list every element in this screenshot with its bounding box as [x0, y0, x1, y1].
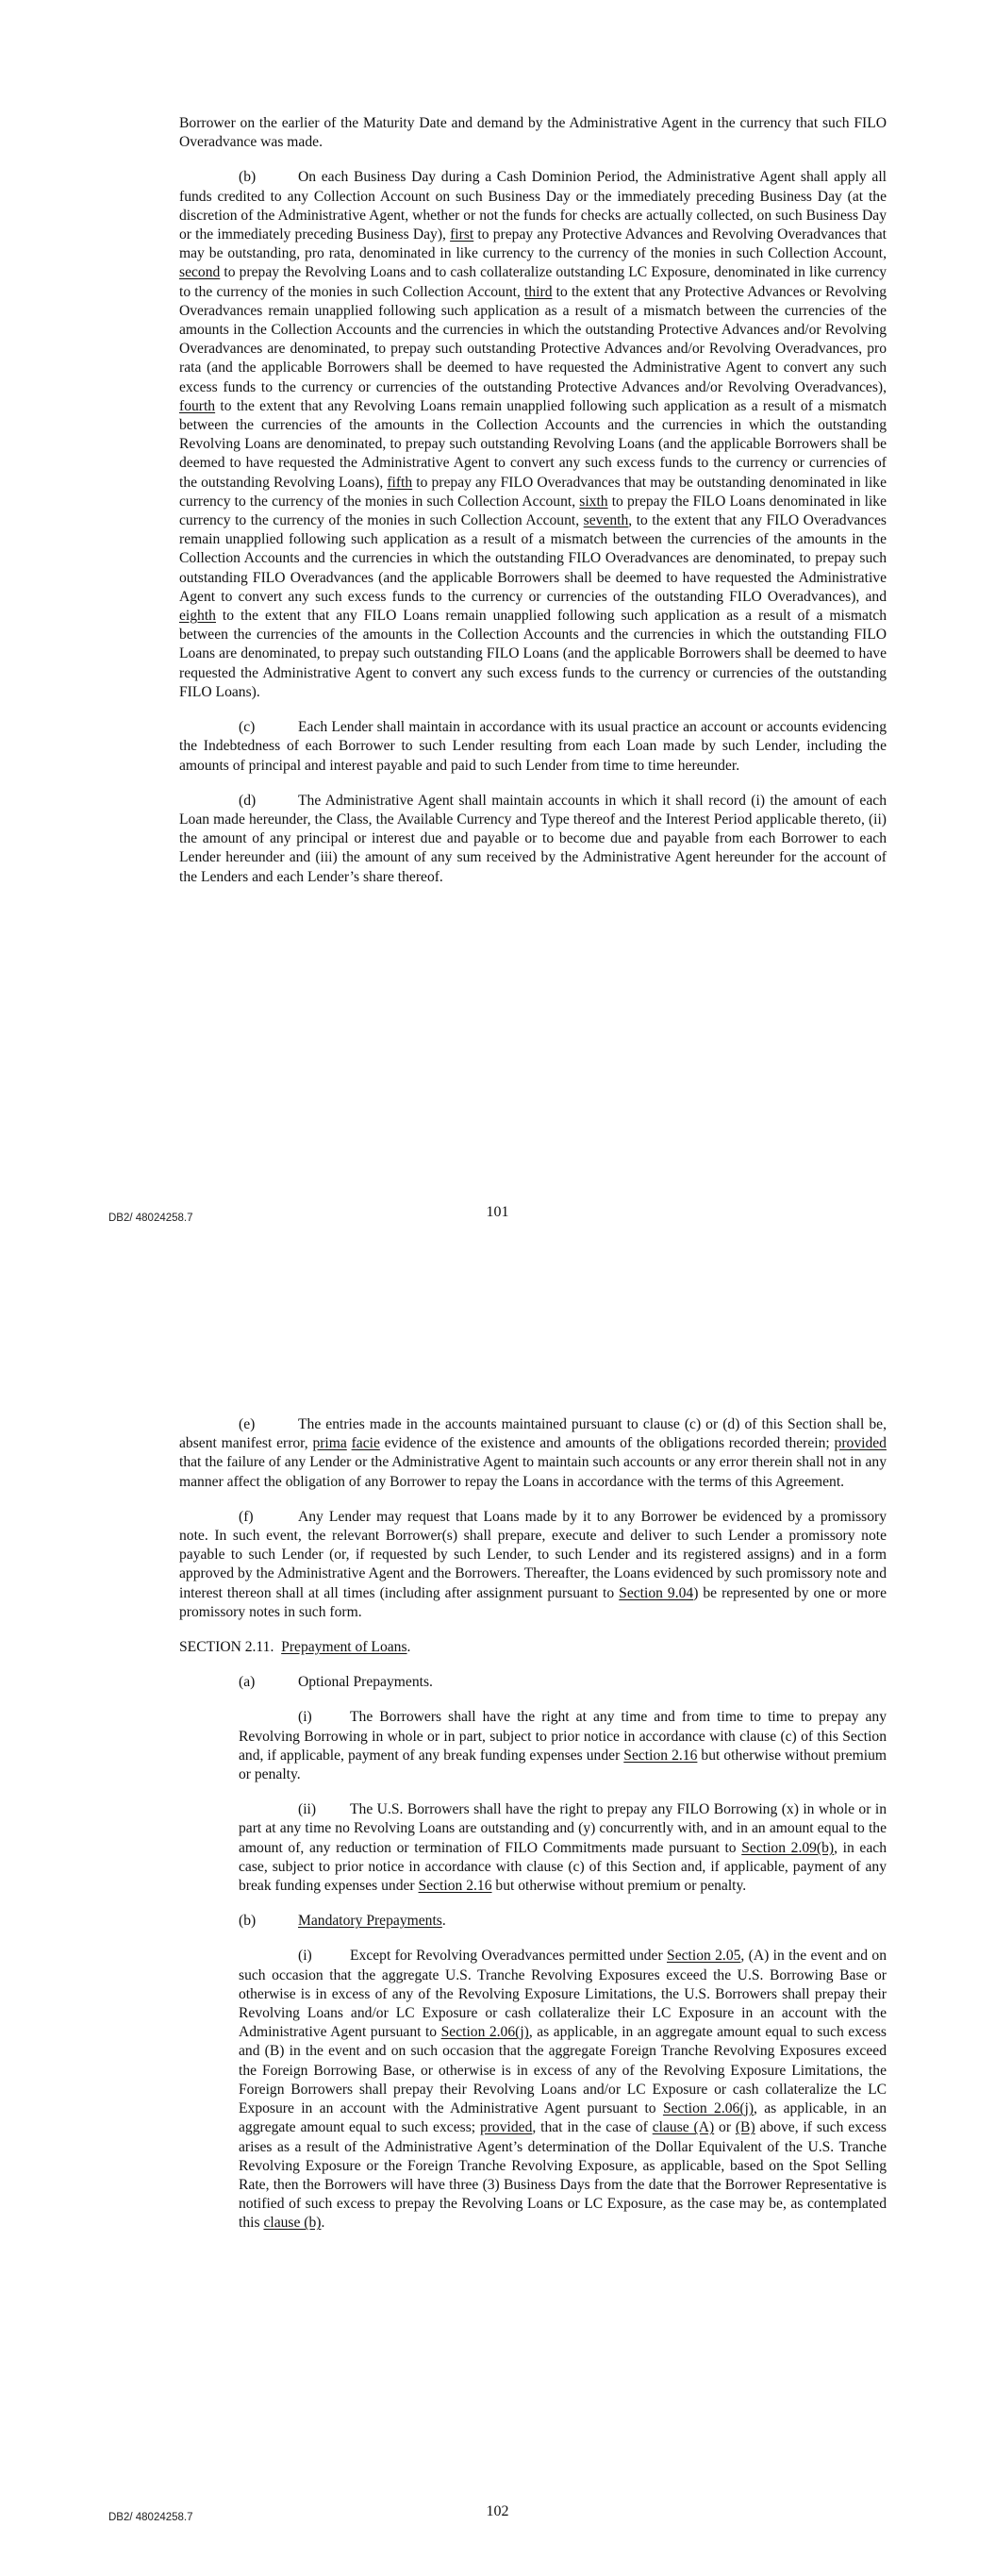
page-101 — [0, 0, 995, 1274]
cross-reference: Section 9.04 — [619, 1584, 694, 1601]
cross-reference: Section 2.06(j) — [440, 2024, 529, 2041]
page-102 — [0, 1274, 995, 2576]
section-heading: SECTION 2.11. Prepayment of Loans. — [179, 1639, 411, 1656]
cross-reference: Section 2.09(b) — [741, 1839, 835, 1856]
paragraph-b-i: (i) Except for Revolving Overadvances permitted under Section 2.05, (A) in the event and on such occasion that the aggregate U.S. Tranche Revolving Exposures exceed the U.S. Borrowing Base or otherwise is in excess of any of the Revolving Exposure Limitations, the U.S. Borrowers shall prepay their Revolving Loans and/or LC Exposure or cash collateralize their LC Exposure in an account with the Administrative Agent pursuant to Section 2.06(j), as applicable, in an aggregate amount equal to such excess and (B) in the event and on such occasion that the aggregate Foreign Tranche Revolving Exposures exceed the Foreign Borrowing Base, or otherwise is in excess of any of the Revolving Exposure Limitations, the Foreign Borrowers shall prepay their Revolving Loans and/or LC Exposure or cash collateralize the LC Exposure in an account with the Administrative Agent pursuant to Section 2.06(j), as applicable, in an aggregate amount equal to such excess; provided, that in the case of clause (A) or (B) above, if such excess arises as a result of the Administrative Agent’s determination of the Dollar Equivalent of the U.S. Tranche Revolving Exposure or the Foreign Tranche Revolving Exposure, as applicable, based on the Spot Selling Rate, then the Borrowers will have three (3) Business Days from the date that the Borrower Representative is notified of such excess to prepay the Revolving Loans or LC Exposure, as the case may be, as contemplated this clause (b). — [239, 1948, 887, 2232]
cross-reference: Section 2.05 — [667, 1948, 741, 1965]
page-number: 102 — [486, 2503, 509, 2519]
paragraph-a-optional-heading: (a) Optional Prepayments. — [239, 1674, 433, 1691]
paragraph-d-agent-accounts: (d) The Administrative Agent shall maintain accounts in which it shall record (i) the amount of each Loan made hereunder, the Class, the Available Currency and Type thereof and the Interest Period applicable thereto, (ii) the amount of any principal or interest due and payable or to become due and payable from each Borrower to each Lender hereunder and (iii) the amount of any sum received by the Administrative Agent hereunder for the account of the Lenders and each Lender’s share thereof. — [179, 792, 887, 885]
paragraph-e-entries: (e) The entries made in the accounts maintained pursuant to clause (c) or (d) of this Section shall be, absent manifest error, prima facie evidence of the existence and amounts of the obligations recorded therein; provided that the failure of any Lender or the Administrative Agent to maintain such accounts or any error therein shall not in any manner affect the obligation of any Borrower to repay the Loans in accordance with the terms of this Agreement. — [179, 1416, 887, 1490]
paragraph-b-cash-dominion: (b) On each Business Day during a Cash Dominion Period, the Administrative Agent shall apply all funds credited to any Collection Account on such Business Day or the immediately preceding Business Day (at the discretion of the Administrative Agent, whether or not the funds for checks are actually collected, on such Business Day or the immediately preceding Business Day), first to prepay any Protective Advances and Revolving Overadvances that may be outstanding, pro rata, denominated in like currency to the currency of the monies in such Collection Account, second to prepay the Revolving Loans and to cash collateralize outstanding LC Exposure, denominated in like currency to the currency of the monies in such Collection Account, third to the extent that any Protective Advances or Revolving Overadvances remain unapplied following such application as a result of a mismatch between the currencies of the amounts in the Collection Accounts and the currencies in which the outstanding Protective Advances and/or Revolving Overadvances are denominated, to prepay such outstanding Protective Advances and/or Revolving Overadvances, pro rata (and the applicable Borrowers shall be deemed to have requested the Administrative Agent to convert any such excess funds to the currency or currencies of the outstanding Protective Advances and/or Revolving Overadvances), fourth to the extent that any Revolving Loans remain unapplied following such application as a result of a mismatch between the currencies of the amounts in the Collection Accounts and the currencies in which the outstanding Revolving Loans are denominated, to prepay such outstanding Revolving Loans (and the applicable Borrowers shall be deemed to have requested the Administrative Agent to convert any such excess funds to the currency or currencies of the outstanding Revolving Loans), fifth to prepay any FILO Overadvances that may be outstanding denominated in like currency to the currency of the monies in such Collection Account, sixth to prepay the FILO Loans denominated in like currency to the currency of the monies in such Collection Account, seventh, to the extent that any FILO Overadvances remain unapplied following such application as a result of a mismatch between the currencies of the amounts in the Collection Accounts and the currencies in which the outstanding FILO Overadvances are denominated, to prepay such outstanding FILO Overadvances (and the applicable Borrowers shall be deemed to have requested the Administrative Agent to convert any such excess funds to the currency or currencies of the outstanding FILO Overadvances), and eighth to the extent that any FILO Loans remain unapplied following such application as a result of a mismatch between the currencies of the amounts in the Collection Accounts and the currencies in which the outstanding FILO Loans are denominated, to prepay such outstanding FILO Loans (and the applicable Borrowers shall be deemed to have requested the Administrative Agent to convert any such excess funds to the currency or currencies of the outstanding FILO Loans). — [179, 169, 887, 700]
paragraph-a-i: (i) The Borrowers shall have the right at any time and from time to time to prepay any Revolving Borrowing in whole or in part, subject to prior notice in accordance with clause (c) of this Section and, if applicable, payment of any break funding expenses under Section 2.16 but otherwise without premium or penalty. — [239, 1709, 887, 1783]
paragraph-f-promissory-note: (f) Any Lender may request that Loans made by it to any Borrower be evidenced by a promissory note. In such event, the relevant Borrower(s) shall prepare, execute and deliver to such Lender a promissory note payable to such Lender (or, if requested by such Lender, to such Lender and its registered assigns) and in a form approved by the Administrative Agent and the Borrowers. Thereafter, the Loans evidenced by such promissory note and interest thereon shall at all times (including after assignment pursuant to Section 9.04) be represented by one or more promissory notes in such form. — [179, 1508, 887, 1620]
paragraph-c-lender-accounts: (c) Each Lender shall maintain in accordance with its usual practice an account or accounts evidencing the Indebtedness of each Borrower to such Lender resulting from each Loan made by such Lender, including the amounts of principal and interest payable and paid to such Lender from time to time hereunder. — [179, 719, 887, 774]
cross-reference: Section 2.06(j) — [662, 2100, 755, 2117]
paragraph-b-mandatory-heading: (b) Mandatory Prepayments. — [239, 1913, 446, 1930]
page-101-body — [179, 114, 887, 903]
footer-document-id: DB2/ 48024258.7 — [108, 1213, 193, 1224]
cross-reference: (B) — [735, 2119, 755, 2136]
cross-reference: Section 2.16 — [623, 1747, 698, 1764]
footer-document-id: DB2/ 48024258.7 — [108, 2512, 193, 2523]
cross-reference: clause (b) — [263, 2215, 322, 2232]
paragraph-continuation: Borrower on the earlier of the Maturity Date and demand by the Administrative Agent in the currency that such FILO Overadvance was made. — [179, 115, 887, 151]
cross-reference: Section 2.16 — [418, 1878, 492, 1895]
cross-reference: clause (A) — [652, 2119, 715, 2136]
page-number: 101 — [486, 1204, 509, 1220]
paragraph-a-ii: (ii) The U.S. Borrowers shall have the right to prepay any FILO Borrowing (x) in whole or in part at any time no Revolving Loans are outstanding and (y) concurrently with, and in an amount equal to the amount of, any reduction or termination of FILO Commitments made pursuant to Section 2.09(b), in each case, subject to prior notice in accordance with clause (c) of this Section and, if applicable, payment of any break funding expenses under Section 2.16 but otherwise without premium or penalty. — [239, 1801, 887, 1895]
page-102-body — [179, 1415, 887, 2250]
